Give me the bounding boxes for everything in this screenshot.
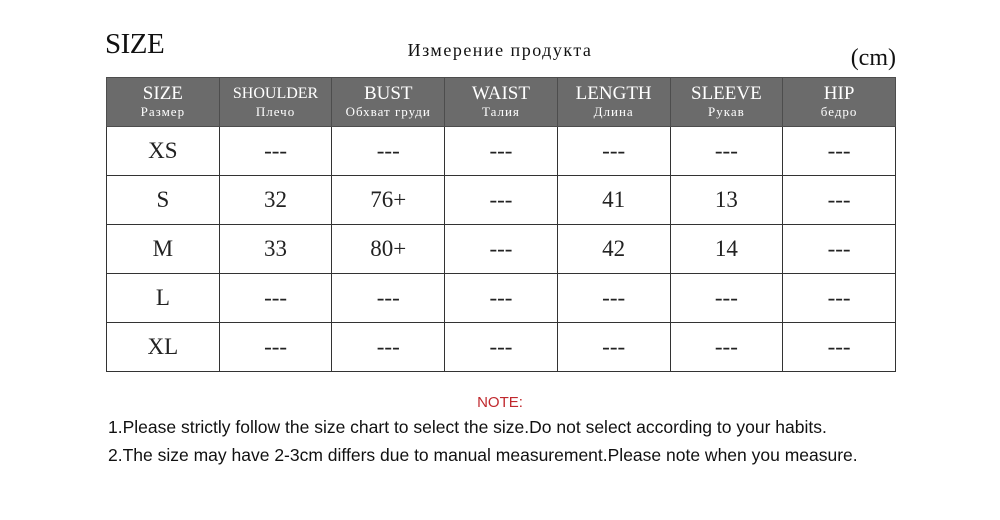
column-header-en: LENGTH bbox=[575, 83, 652, 104]
hip-cell: --- bbox=[783, 274, 896, 323]
column-header-ru: Плечо bbox=[255, 104, 296, 119]
table-row bbox=[107, 176, 896, 225]
shoulder-cell: --- bbox=[219, 127, 332, 176]
column-header-ru: Обхват груди bbox=[345, 104, 431, 119]
waist-cell: --- bbox=[445, 127, 558, 176]
length-cell: --- bbox=[557, 127, 670, 176]
column-header-en: SHOULDER bbox=[232, 85, 319, 102]
hip-cell: --- bbox=[783, 176, 896, 225]
hip-cell: --- bbox=[783, 225, 896, 274]
column-header-ru: бедро bbox=[820, 104, 858, 119]
column-header-bust bbox=[332, 78, 445, 127]
table-row bbox=[107, 127, 896, 176]
sleeve-cell: 13 bbox=[670, 176, 783, 225]
bust-cell: 76+ bbox=[332, 176, 445, 225]
sleeve-cell: 14 bbox=[670, 225, 783, 274]
column-header-en: SIZE bbox=[142, 83, 183, 104]
hip-cell: --- bbox=[783, 323, 896, 372]
column-header-en: BUST bbox=[363, 83, 413, 104]
table-row bbox=[107, 323, 896, 372]
table-header-row bbox=[107, 78, 896, 127]
length-cell: --- bbox=[557, 274, 670, 323]
bust-cell: 80+ bbox=[332, 225, 445, 274]
column-header-hip bbox=[783, 78, 896, 127]
waist-cell: --- bbox=[445, 274, 558, 323]
sleeve-cell: --- bbox=[670, 274, 783, 323]
column-header-ru: Размер bbox=[140, 104, 186, 119]
shoulder-cell: 33 bbox=[219, 225, 332, 274]
column-header-ru: Талия bbox=[481, 104, 520, 119]
column-header-length bbox=[557, 78, 670, 127]
sleeve-cell: --- bbox=[670, 127, 783, 176]
bust-cell: --- bbox=[332, 274, 445, 323]
unit-label: (cm) bbox=[850, 45, 896, 71]
column-header-en: WAIST bbox=[471, 83, 530, 104]
column-header-ru: Длина bbox=[593, 104, 634, 119]
hip-cell: --- bbox=[783, 127, 896, 176]
size-cell: XL bbox=[107, 323, 220, 372]
size-title: SIZE bbox=[105, 28, 165, 60]
size-cell: XS bbox=[107, 127, 220, 176]
column-header-size bbox=[107, 78, 220, 127]
waist-cell: --- bbox=[445, 323, 558, 372]
column-header-sleeve bbox=[670, 78, 783, 127]
length-cell: 41 bbox=[557, 176, 670, 225]
column-header-en: HIP bbox=[823, 83, 855, 104]
size-cell: S bbox=[107, 176, 220, 225]
waist-cell: --- bbox=[445, 176, 558, 225]
size-cell: L bbox=[107, 274, 220, 323]
shoulder-cell: --- bbox=[219, 274, 332, 323]
shoulder-cell: 32 bbox=[219, 176, 332, 225]
column-header-shoulder bbox=[219, 78, 332, 127]
note-label: NOTE: bbox=[477, 394, 523, 411]
column-header-waist bbox=[445, 78, 558, 127]
column-header-ru: Рукав bbox=[707, 104, 745, 119]
table-row bbox=[107, 225, 896, 274]
sleeve-cell: --- bbox=[670, 323, 783, 372]
product-measurement-title: Измерение продукта bbox=[407, 40, 593, 60]
note-line-2: 2.The size may have 2-3cm differs due to manual measurement.Please note when you measure. bbox=[108, 445, 858, 465]
bust-cell: --- bbox=[332, 323, 445, 372]
column-header-en: SLEEVE bbox=[691, 83, 762, 104]
waist-cell: --- bbox=[445, 225, 558, 274]
size-cell: M bbox=[107, 225, 220, 274]
note-line-1: 1.Please strictly follow the size chart to select the size.Do not select according to your habits. bbox=[108, 417, 827, 437]
table-row bbox=[107, 274, 896, 323]
size-chart-table bbox=[106, 77, 896, 372]
bust-cell: --- bbox=[332, 127, 445, 176]
shoulder-cell: --- bbox=[219, 323, 332, 372]
length-cell: 42 bbox=[557, 225, 670, 274]
length-cell: --- bbox=[557, 323, 670, 372]
